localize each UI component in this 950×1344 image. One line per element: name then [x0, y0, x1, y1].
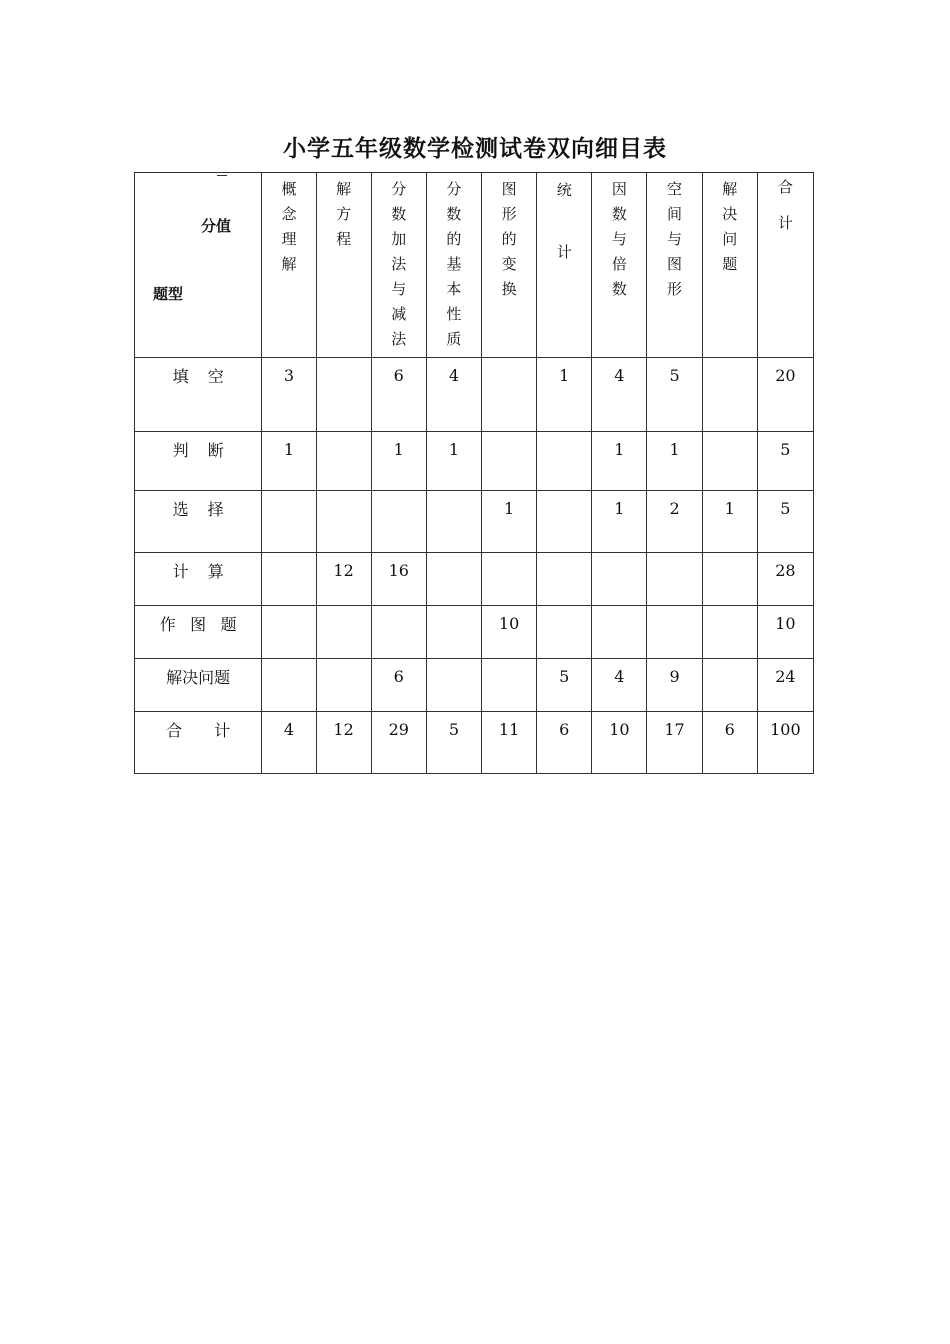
- table-cell: [262, 659, 316, 712]
- table-cell: [316, 491, 371, 553]
- row-label: 计算: [135, 553, 262, 606]
- table-cell: 1: [702, 491, 757, 553]
- table-cell: [482, 553, 537, 606]
- table-cell: [371, 491, 426, 553]
- table-cell: 1: [592, 491, 647, 553]
- table-cell: [262, 606, 316, 659]
- table-cell: 6: [371, 659, 426, 712]
- table-row: [135, 491, 814, 553]
- table-cell: 11: [482, 712, 537, 774]
- table-cell: 10: [592, 712, 647, 774]
- table-cell: 5: [537, 659, 592, 712]
- table-cell: 1: [592, 432, 647, 491]
- row-label: 判断: [135, 432, 262, 491]
- column-header: 合计: [757, 173, 813, 358]
- table-cell: [482, 659, 537, 712]
- table-row: [135, 358, 814, 432]
- table-cell: [537, 606, 592, 659]
- table-cell: 6: [702, 712, 757, 774]
- table-cell: 20: [757, 358, 813, 432]
- table-cell: 9: [647, 659, 702, 712]
- table-cell: 24: [757, 659, 813, 712]
- corner-cell: [135, 173, 262, 358]
- row-label: 解决问题: [135, 659, 262, 712]
- table-cell: 12: [316, 553, 371, 606]
- table-cell: 100: [757, 712, 813, 774]
- table-cell: 1: [426, 432, 481, 491]
- header-row: [135, 173, 814, 358]
- table-cell: 1: [647, 432, 702, 491]
- table-cell: [482, 358, 537, 432]
- table-cell: [592, 553, 647, 606]
- specification-table: [134, 172, 814, 774]
- column-header: 分数的基本性质: [426, 173, 481, 358]
- score-label: 分值: [201, 217, 232, 235]
- table-cell: 6: [371, 358, 426, 432]
- table-cell: [702, 358, 757, 432]
- table-cell: 5: [757, 491, 813, 553]
- table-cell: [482, 432, 537, 491]
- table-cell: [426, 606, 481, 659]
- column-header: 概念理解: [262, 173, 316, 358]
- table-cell: [537, 553, 592, 606]
- table-cell: [537, 491, 592, 553]
- table-cell: 4: [592, 358, 647, 432]
- table-cell: 4: [592, 659, 647, 712]
- table-cell: 28: [757, 553, 813, 606]
- column-header: 解决问题: [702, 173, 757, 358]
- table-cell: 5: [647, 358, 702, 432]
- column-header: 因数与倍数: [592, 173, 647, 358]
- column-header: 解方程: [316, 173, 371, 358]
- table-cell: [262, 553, 316, 606]
- table-cell: [702, 432, 757, 491]
- table-cell: [702, 606, 757, 659]
- row-label: 选择: [135, 491, 262, 553]
- table-cell: [426, 659, 481, 712]
- table-cell: [316, 659, 371, 712]
- table-row: [135, 606, 814, 659]
- table-cell: [316, 358, 371, 432]
- table-cell: 1: [262, 432, 316, 491]
- table-cell: 4: [262, 712, 316, 774]
- table-cell: 12: [316, 712, 371, 774]
- table-cell: [262, 491, 316, 553]
- column-header: 分数加法与减法: [371, 173, 426, 358]
- question-type-label: 题型: [153, 285, 184, 303]
- table-cell: [316, 432, 371, 491]
- table-cell: [371, 606, 426, 659]
- table-cell: [426, 553, 481, 606]
- table-cell: 3: [262, 358, 316, 432]
- table-cell: 5: [757, 432, 813, 491]
- table-cell: [647, 553, 702, 606]
- table-cell: [702, 659, 757, 712]
- table-cell: 5: [426, 712, 481, 774]
- column-header: 空间与图形: [647, 173, 702, 358]
- table-row: [135, 659, 814, 712]
- corner-mark: [217, 175, 227, 176]
- table-cell: 16: [371, 553, 426, 606]
- total-row: [135, 712, 814, 774]
- table-cell: [426, 491, 481, 553]
- column-header: 图形的变换: [482, 173, 537, 358]
- table-cell: 1: [371, 432, 426, 491]
- table-cell: 6: [537, 712, 592, 774]
- table-cell: 1: [537, 358, 592, 432]
- table-cell: [592, 606, 647, 659]
- table-cell: 17: [647, 712, 702, 774]
- row-label: 填空: [135, 358, 262, 432]
- table-cell: 10: [482, 606, 537, 659]
- row-label: 作图题: [135, 606, 262, 659]
- table-cell: 4: [426, 358, 481, 432]
- row-label: 合计: [135, 712, 262, 774]
- table-cell: [316, 606, 371, 659]
- table-cell: [537, 432, 592, 491]
- table-cell: [647, 606, 702, 659]
- table-cell: [702, 553, 757, 606]
- table-cell: 29: [371, 712, 426, 774]
- table-cell: 1: [482, 491, 537, 553]
- table-cell: 2: [647, 491, 702, 553]
- table-cell: 10: [757, 606, 813, 659]
- column-header: 统 计: [537, 173, 592, 358]
- page-title: 小学五年级数学检测试卷双向细目表: [283, 136, 667, 162]
- table-row: [135, 553, 814, 606]
- table-row: [135, 432, 814, 491]
